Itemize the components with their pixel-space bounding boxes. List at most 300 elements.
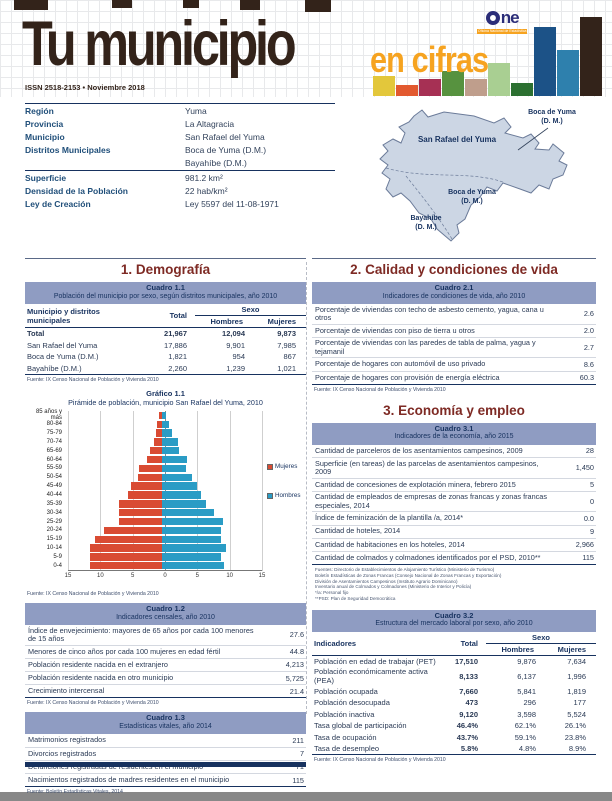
info-row (25, 172, 335, 185)
cuadro-label: Cuadro 3.1 (434, 423, 474, 433)
bar-mujeres (95, 536, 162, 543)
bar-hombres (162, 465, 186, 472)
fuente: Fuente: IX Censo Nacional de Población y Vivienda 2010 (314, 386, 446, 393)
table-row (312, 539, 596, 552)
table-row (25, 363, 306, 375)
pyramid-plot (65, 482, 259, 489)
cell-total: 21,967 (164, 329, 187, 339)
bar-hombres (162, 421, 169, 428)
col-header-mujeres: Mujeres (557, 644, 586, 654)
cell-mujeres: 5,524 (567, 709, 586, 719)
row-label: Cantidad de parceleros de los asentamientos campesinos, 2009 (315, 445, 523, 455)
pyramid-plot (65, 447, 259, 454)
info-value: Boca de Yuma (D.M.) (185, 145, 267, 155)
footer-bar (25, 762, 306, 767)
row-label: Tasa global de participación (314, 721, 407, 731)
table-body (25, 625, 306, 698)
one-logo (477, 8, 527, 34)
table-row (25, 328, 306, 340)
row-label: Divorcios registrados (28, 748, 97, 758)
footnote-line: Inventario anual de Colmados y Colmadones (Ministerio de Interior y Policía) (315, 584, 472, 590)
legend-label: Mujeres (275, 463, 298, 470)
one-logo-subtitle: Oficina Nacional de Estadística (478, 29, 527, 33)
row-label: Nacimientos registrados de madres residentes en el municipio (28, 774, 230, 784)
age-group-label: 15-19 (46, 536, 62, 543)
cell-mujeres: 7,634 (567, 657, 586, 667)
info-value: La Altagracia (185, 119, 235, 129)
footnotes (315, 567, 596, 602)
right-column (312, 258, 596, 769)
table-row (312, 372, 596, 385)
chart-subtitle: Pirámide de población, municipio San Rafael del Yuma, 2010 (68, 398, 263, 407)
page-title-accent: en cifras (370, 39, 489, 80)
bar-hombres (162, 491, 201, 498)
pyramid-row (25, 455, 306, 464)
population-pyramid-chart (25, 411, 306, 589)
row-label: Matrimonios registrados (28, 735, 106, 745)
row-label: Tasa de ocupación (314, 732, 377, 742)
fuente: Fuente: Boletín Estadísticas Vitales, 2014 (27, 789, 123, 796)
cell-mujeres: 8.9% (568, 744, 586, 754)
decorative-bar (488, 63, 510, 96)
cuadro-1-2-header (25, 603, 306, 625)
pyramid-row (25, 464, 306, 473)
pyramid-row (25, 482, 306, 491)
legend-item (267, 463, 301, 470)
age-group-label: 75-79 (46, 430, 62, 437)
pyramid-plot (65, 474, 259, 481)
bar-mujeres (139, 465, 162, 472)
table-body (312, 304, 596, 385)
cell-mujeres: 9,873 (277, 329, 296, 339)
age-group-label: 65-69 (46, 447, 62, 454)
info-row (25, 185, 335, 198)
cuadro-subtitle: Población del municipio por sexo, según distritos municipales, año 2010 (53, 292, 278, 300)
bar-hombres (162, 500, 206, 507)
footnote-line: Fuentes: Directorio de Establecimientos de Alojamiento Turístico (Ministerio de Turismo) (315, 567, 495, 573)
cuadro-3-1 (312, 423, 596, 602)
row-value: 60.3 (579, 373, 594, 383)
row-value: 0 (589, 497, 594, 507)
axis-tick: 5 (195, 573, 199, 579)
row-label: Porcentaje de viviendas con techo de asbesto cemento, yagua, cana u otros (315, 304, 544, 322)
axis-tick: 10 (226, 573, 233, 579)
bar-hombres (162, 518, 223, 525)
fuente: Fuente: IX Censo Nacional de Población y Vivienda 2010 (27, 700, 159, 707)
table-header (312, 632, 596, 656)
table-row (312, 708, 596, 720)
bar-mujeres (104, 527, 162, 534)
cuadro-subtitle: Estadísticas vitales, año 2014 (119, 722, 212, 730)
info-label: Región (25, 106, 54, 116)
bar-mujeres (128, 491, 162, 498)
pyramid-plot (65, 429, 259, 436)
row-label: Población inactiva (314, 709, 375, 719)
row-label: Población en edad de trabajar (PET) (314, 657, 436, 667)
row-label: Superficie (en tareas) de las parcelas de asentamientos campesinos, 2009 (315, 458, 539, 476)
cell-total: 2,260 (168, 363, 187, 373)
col-header-first: Municipio y distritos municipales (27, 306, 100, 325)
cell-hombres: 3,598 (517, 709, 536, 719)
pyramid-row (25, 553, 306, 562)
table-row (25, 748, 306, 761)
info-row (25, 144, 335, 157)
bar-mujeres (150, 447, 162, 454)
pyramid-row (25, 438, 306, 447)
table-row (25, 646, 306, 659)
row-label: Porcentaje de viviendas con piso de tierra u otros (315, 325, 475, 335)
footnote-line: */a: Personal fijo (315, 590, 349, 596)
row-label: Población desocupada (314, 698, 390, 708)
bar-hombres (162, 429, 172, 436)
col-header-total: Total (169, 311, 187, 320)
row-label: Índice de feminización de la plantilla /a, 2014* (315, 513, 464, 523)
row-value: 115 (582, 553, 594, 563)
age-group-label: 25-29 (46, 518, 62, 525)
pyramid-row (25, 411, 306, 420)
info-label: Municipio (25, 132, 65, 142)
table-row (25, 625, 306, 646)
row-label: Cantidad de concesiones de explotación minera, febrero 2015 (315, 479, 516, 489)
info-row (25, 131, 335, 144)
cell-hombres: 1,239 (226, 363, 245, 373)
axis-tick: 15 (258, 573, 266, 579)
row-value: 28 (585, 446, 594, 456)
info-label (25, 157, 185, 170)
pyramid-plot (65, 518, 259, 525)
cuadro-label: Cuadro 1.2 (146, 604, 185, 613)
table-row (25, 734, 306, 747)
section-title-calidad: 2. Calidad y condiciones de vida (350, 262, 558, 277)
table-row (312, 512, 596, 525)
cell-mujeres: 177 (573, 698, 586, 708)
info-group-1 (25, 103, 335, 170)
pyramid-row (25, 535, 306, 544)
pyramid-plot (65, 438, 259, 445)
row-value: 4,213 (285, 660, 304, 670)
cuadro-1-1-header (25, 282, 306, 304)
row-value: 115 (292, 775, 304, 785)
bar-hombres (162, 509, 214, 516)
info-value: Yuma (185, 106, 207, 116)
one-logo-ring-icon (486, 11, 500, 25)
row-label: Población residente nacida en otro municipio (28, 672, 174, 682)
decorative-bar (511, 83, 533, 96)
bar-hombres (162, 412, 166, 419)
header (0, 0, 612, 97)
decorative-square (305, 0, 331, 12)
map-label-boca-mid-1: Boca de Yuma (448, 189, 496, 196)
row-label: Total (27, 329, 45, 339)
section-title-economia: 3. Economía y empleo (383, 402, 525, 418)
bar-hombres (162, 562, 224, 569)
decorative-bar (419, 79, 441, 96)
cuadro-subtitle: Indicadores de la economía, año 2015 (394, 433, 514, 441)
bar-mujeres (90, 544, 162, 551)
pyramid-plot (65, 412, 259, 419)
row-label: Población ocupada (314, 686, 378, 696)
row-value: 27.6 (289, 630, 304, 640)
table-row (312, 720, 596, 732)
info-label: Ley de Creación (25, 199, 91, 209)
map-label-bayahibe-2: (D. M.) (415, 224, 437, 231)
cell-mujeres: 26.1% (564, 721, 586, 731)
cell-mujeres: 1,021 (277, 363, 296, 373)
table-row (312, 743, 596, 755)
legend-item (267, 492, 301, 499)
table-row (312, 526, 596, 539)
cell-hombres: 9,876 (517, 657, 536, 667)
row-label: Cantidad de colmados y colmadones identificados por el PSD, 2010** (315, 552, 541, 562)
info-row (25, 157, 335, 170)
row-value: 1,450 (575, 463, 594, 473)
col-header-sexo: Sexo (486, 632, 596, 644)
footnote-line: División de Asentamientos Campesinos (Instituto Agrario Dominicano) (315, 578, 458, 584)
pyramid-row (25, 517, 306, 526)
table-row (312, 731, 596, 743)
cell-total: 8,133 (459, 671, 478, 681)
age-group-label: 80-84 (46, 421, 62, 428)
info-value: Ley 5597 del 11-08-1971 (185, 199, 279, 209)
age-group-label: 40-44 (46, 492, 62, 499)
chart-legend (267, 463, 301, 521)
table-body (25, 328, 306, 375)
cuadro-subtitle: Indicadores de condiciones de vida, año 2010 (382, 292, 526, 300)
pyramid-plot (65, 456, 259, 463)
col-header-hombres: Hombres (210, 317, 243, 326)
axis-tick: 15 (64, 573, 72, 579)
bar-hombres (162, 536, 221, 543)
row-label: Población económicamente activa (PEA) (314, 667, 428, 686)
cell-total: 5.8% (460, 744, 478, 754)
row-label: Porcentaje de hogares con provisión de energía eléctrica (315, 372, 500, 382)
footnote-line: Boletín Estadísticas de Zonas Francas (Consejo Nacional de Zonas Francas y Exportación) (315, 572, 502, 578)
pyramid-row (25, 473, 306, 482)
table-row (312, 697, 596, 709)
pyramid-plot (65, 544, 259, 551)
info-row (25, 198, 335, 211)
map-label-boca-top-1: Boca de Yuma (528, 109, 576, 116)
cell-total: 43.7% (456, 732, 478, 742)
table-body (25, 734, 306, 787)
pyramid-plot (65, 465, 259, 472)
cell-mujeres: 23.8% (564, 732, 586, 742)
row-value: 9 (589, 527, 594, 537)
row-label: Boca de Yuma (D.M.) (27, 352, 99, 362)
column-separator (306, 262, 307, 714)
info-label: Distritos Municipales (25, 145, 111, 155)
cell-hombres: 12,094 (222, 329, 245, 339)
pyramid-plot (65, 527, 259, 534)
municipality-info (25, 103, 335, 211)
table-row (312, 656, 596, 668)
fuente: Fuente: IX Censo Nacional de Población y Vivienda 2010 (27, 377, 159, 383)
chart-title: Gráfico 1.1 (146, 389, 185, 398)
bar-mujeres (90, 553, 162, 560)
pyramid-plot (65, 500, 259, 507)
cell-total: 17,886 (164, 340, 187, 350)
row-label: Porcentaje de hogares con automóvil de uso privado (315, 359, 486, 369)
chart-x-axis (64, 573, 266, 581)
cell-total: 46.4% (456, 721, 478, 731)
pyramid-row (25, 508, 306, 517)
table-header (25, 304, 306, 328)
cuadro-subtitle: Indicadores censales, año 2010 (116, 613, 215, 621)
bar-hombres (162, 474, 192, 481)
cuadro-1-1 (25, 282, 306, 383)
cell-hombres: 296 (523, 698, 536, 708)
row-value: 7 (299, 749, 304, 759)
table-row (312, 492, 596, 513)
info-label: Provincia (25, 119, 64, 129)
bar-hombres (162, 553, 221, 560)
table-row (25, 774, 306, 787)
grafico-1-1 (25, 389, 306, 597)
cuadro-label: Cuadro 1.3 (146, 713, 185, 723)
cell-mujeres: 1,819 (567, 686, 586, 696)
col-header-total: Total (460, 638, 478, 648)
decorative-bar (557, 50, 579, 96)
cuadro-2-1 (312, 282, 596, 393)
table-body (312, 656, 596, 756)
col-header-hombres: Hombres (501, 644, 534, 654)
cell-hombres: 5,841 (517, 686, 536, 696)
col-header-first: Indicadores (314, 638, 357, 648)
row-label: Población residente nacida en el extranjero (28, 659, 168, 669)
row-label: Crecimiento intercensal (28, 686, 105, 696)
info-value: Bayahíbe (D.M.) (185, 158, 247, 168)
info-value: 981.2 km² (185, 173, 223, 183)
cuadro-label: Cuadro 2.1 (434, 283, 474, 292)
table-row (312, 325, 596, 338)
map-label-boca-mid-2: (D. M.) (461, 198, 483, 205)
row-label: Cantidad de hoteles, 2014 (315, 526, 401, 536)
bar-hombres (162, 527, 221, 534)
row-label: Cantidad de empleados de empresas de zonas francas y zonas francas especiales, 2014 (315, 492, 548, 510)
info-row (25, 105, 335, 118)
bar-mujeres (154, 438, 162, 445)
cuadro-2-1-header (312, 282, 596, 304)
age-group-label: 35-39 (46, 500, 62, 507)
row-label: Bayahíbe (D.M.) (27, 363, 82, 373)
row-value: 2,966 (575, 540, 594, 550)
row-value: 2.7 (583, 343, 594, 353)
decorative-bar (465, 79, 487, 96)
one-logo-text: ne (500, 8, 519, 27)
cuadro-3-2 (312, 610, 596, 764)
pyramid-plot (65, 562, 259, 569)
cell-hombres: 6,137 (517, 671, 536, 681)
map-label-san-rafael: San Rafael del Yuma (417, 135, 497, 144)
cuadro-1-3 (25, 712, 306, 795)
age-group-label: 45-49 (46, 483, 62, 490)
decorative-square (183, 0, 199, 8)
map-label-boca-top-2: (D. M.) (541, 118, 563, 125)
col-header-mujeres: Mujeres (267, 317, 296, 326)
axis-tick: 10 (96, 573, 104, 579)
table-row (25, 659, 306, 672)
bar-mujeres (119, 518, 162, 525)
bar-hombres (162, 438, 178, 445)
age-group-label: 60-64 (46, 456, 62, 463)
bar-mujeres (119, 509, 162, 516)
table-row (312, 338, 596, 359)
cell-mujeres: 867 (283, 352, 296, 362)
decorative-bar (396, 85, 418, 96)
pyramid-plot (65, 491, 259, 498)
table-row (312, 358, 596, 371)
pyramid-plot (65, 421, 259, 428)
pyramid-row (25, 446, 306, 455)
row-label: Porcentaje de viviendas con las paredes de tabla de palma, yagua y tejamanil (315, 338, 536, 356)
section-title-demografia: 1. Demografía (120, 262, 211, 277)
age-group-label: 30-34 (46, 509, 62, 516)
row-label: Menores de cinco años por cada 100 mujeres en edad fértil (28, 646, 221, 656)
age-group-label: 20-24 (46, 527, 62, 534)
cuadro-1-3-header (25, 712, 306, 734)
table-row (312, 479, 596, 492)
cell-hombres: 59.1% (514, 732, 536, 742)
row-value: 0.0 (583, 513, 594, 523)
fuente: Fuente: IX Censo Nacional de Población y Vivienda 2010 (27, 591, 159, 597)
pyramid-row (25, 561, 306, 570)
pyramid-row (25, 526, 306, 535)
pyramid-row (25, 499, 306, 508)
table-row (312, 552, 596, 565)
row-value: 8.6 (583, 359, 594, 369)
age-group-label: 70-74 (46, 438, 62, 445)
bar-hombres (162, 447, 179, 454)
pyramid-row (25, 544, 306, 553)
row-value: 211 (292, 735, 304, 745)
row-value: 2.0 (583, 326, 594, 336)
row-label: Índice de envejecimiento: mayores de 65 años por cada 100 menores de 15 años (28, 625, 254, 643)
cell-total: 473 (465, 698, 478, 708)
axis-tick: 0 (163, 573, 167, 579)
pyramid-row (25, 420, 306, 429)
pyramid-row (25, 491, 306, 500)
bar-mujeres (119, 500, 162, 507)
cell-total: 9,120 (459, 709, 478, 719)
cuadro-1-2 (25, 603, 306, 706)
pyramid-plot (65, 553, 259, 560)
table-row (312, 458, 596, 479)
table-body (312, 445, 596, 565)
cuadro-label: Cuadro 1.1 (146, 283, 185, 292)
info-value: 22 hab/km² (185, 186, 228, 196)
footnote-line: **PSD: Plan de Seguridad Democrática (315, 596, 396, 602)
info-row (25, 118, 335, 131)
bar-hombres (162, 482, 197, 489)
age-group-label: 50-54 (46, 474, 62, 481)
pyramid-row (25, 429, 306, 438)
pyramid-plot (65, 536, 259, 543)
cell-mujeres: 1,996 (567, 671, 586, 681)
table-row (25, 685, 306, 698)
row-label: San Rafael del Yuma (27, 340, 98, 350)
row-value: 2.6 (583, 309, 594, 319)
row-value: 5 (589, 480, 594, 490)
bar-hombres (162, 544, 226, 551)
col-header-sexo: Sexo (195, 304, 306, 316)
axis-tick: 5 (130, 573, 135, 579)
table-row (25, 672, 306, 685)
issn-line: ISSN 2518-2153 • Noviembre 2018 (25, 83, 145, 92)
legend-swatch (267, 464, 273, 470)
cuadro-3-1-header (312, 423, 596, 445)
table-row (312, 685, 596, 697)
row-value: 21.4 (289, 686, 304, 696)
